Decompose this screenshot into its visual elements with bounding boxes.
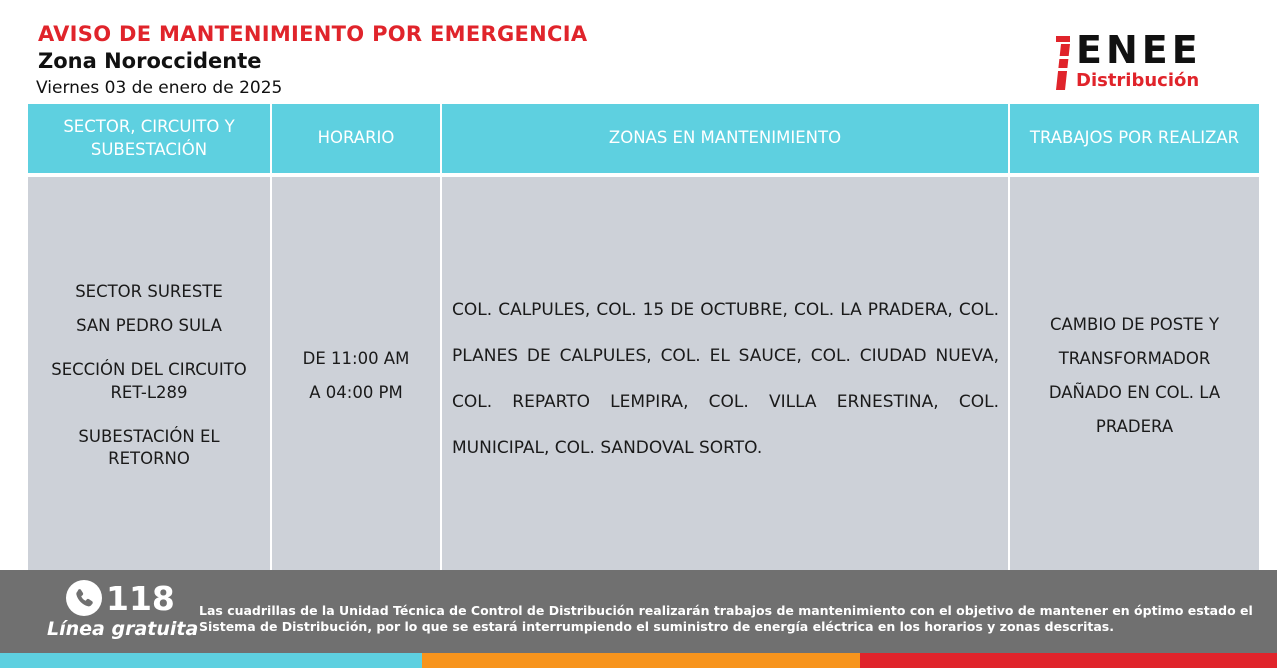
stripe-cyan [0,653,422,668]
header-trabajos: TRABAJOS POR REALIZAR [1010,104,1259,173]
horario-from: DE 11:00 AM [302,348,410,368]
zone-name: Zona Noroccidente [38,49,262,73]
table-row [28,177,1259,574]
table-header-row [28,104,1259,173]
phone-icon [66,580,102,616]
header-horario: HORARIO [272,104,440,173]
notice-title: AVISO DE MANTENIMIENTO POR EMERGENCIA [38,22,588,46]
maintenance-table [28,104,1259,574]
substation-name: SUBESTACIÓN EL RETORNO [78,426,220,469]
logo-brand-text: ENEE [1076,28,1202,72]
enee-logo-mark [1052,36,1072,90]
header-zonas: ZONAS EN MANTENIMIENTO [442,104,1008,173]
cell-horario [272,177,440,574]
sector-city: SAN PEDRO SULA [76,315,222,335]
horario-to: A 04:00 PM [309,382,403,402]
stripe-orange [422,653,860,668]
footer-bar [0,570,1277,653]
sector-group [75,281,223,338]
logo-subtitle: Distribución [1076,70,1200,91]
sector-name: SECTOR SURESTE [75,281,223,301]
notice-date: Viernes 03 de enero de 2025 [36,78,283,98]
phone-number: 118 [106,579,175,618]
cell-zonas: COL. CALPULES, COL. 15 DE OCTUBRE, COL. LA PRADERA, COL. PLANES DE CALPULES, COL. EL SAUCE, COL. CIUDAD NUEVA, COL. REPARTO LEMPIRA, COL. VILLA ERNESTINA, COL. MUNICIPAL, COL. SANDOVAL SORTO. [442,177,1008,574]
enee-logo [1052,28,1234,96]
circuit-name: SECCIÓN DEL CIRCUITO RET-L289 [51,360,247,402]
cell-sector [28,177,270,574]
header-sector: SECTOR, CIRCUITO Y SUBESTACIÓN [28,104,270,173]
phone-label: Línea gratuita [47,618,199,640]
cell-trabajos: CAMBIO DE POSTE Y TRANSFORMADOR DAÑADO EN COL. LA PRADERA [1010,177,1259,574]
footer-notice: Las cuadrillas de la Unidad Técnica de Control de Distribución realizarán trabajos de mantenimiento con el objetivo de mantener en óptimo estado el Sistema de Distribución, por lo que se estará interrumpiendo el suministro de energía eléctrica en los horarios y zonas descritas. [199,603,1253,634]
stripe-red [860,653,1277,668]
